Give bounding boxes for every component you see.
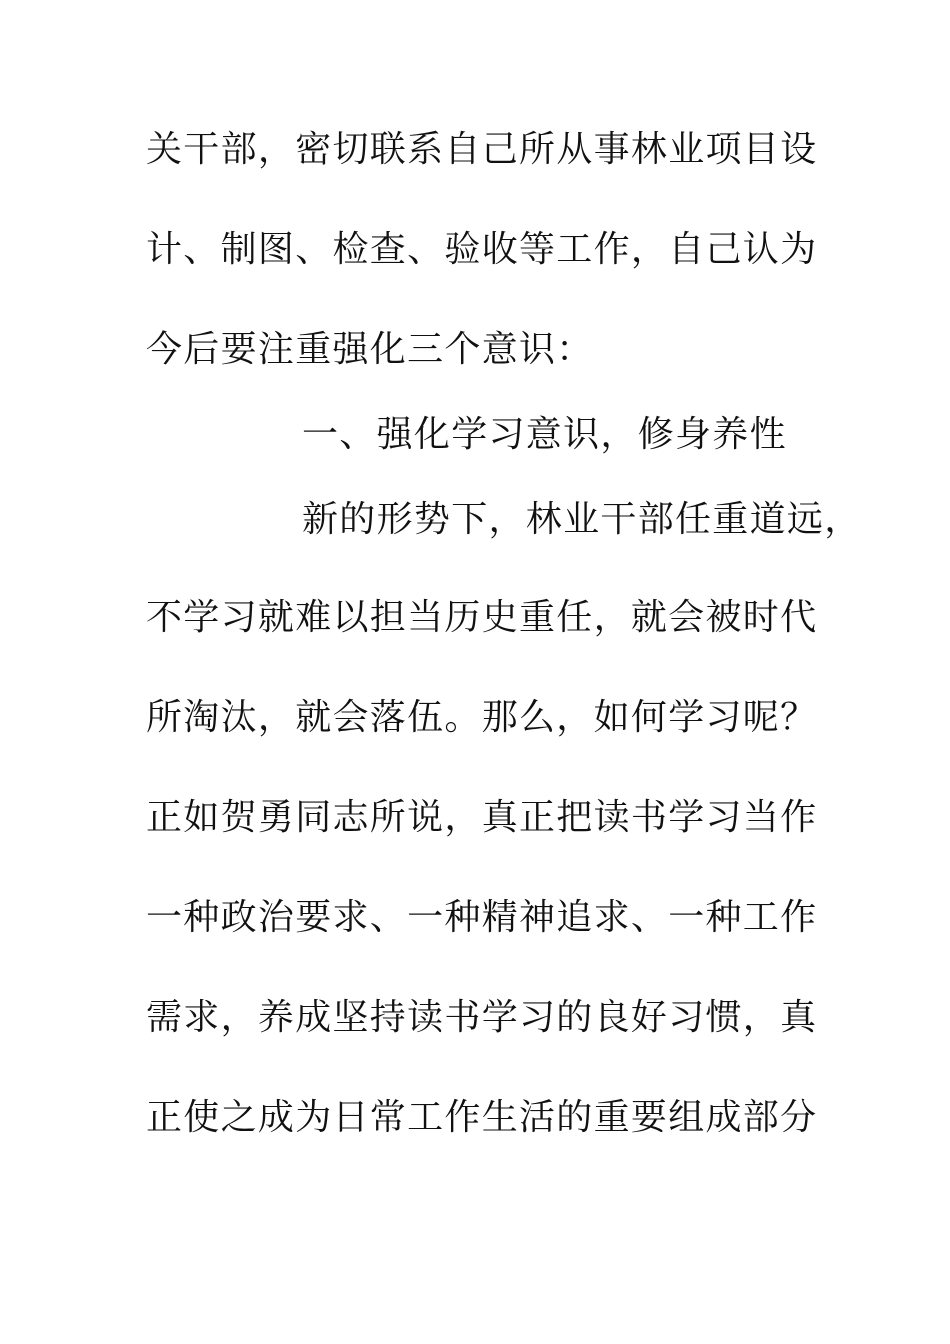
body-text-line: 所淘汰，就会落伍。那么，如何学习呢？ (146, 697, 818, 738)
body-text-line: 关干部，密切联系自己所从事林业项目设 (146, 129, 818, 170)
body-text-line: 计、制图、检查、验收等工作，自己认为 (146, 229, 818, 270)
paragraph-first-line: 新的形势下，林业干部任重道远， (302, 499, 862, 540)
body-text-line: 正如贺勇同志所说，真正把读书学习当作 (146, 797, 818, 838)
body-text-line: 需求，养成坚持读书学习的良好习惯，真 (146, 997, 818, 1038)
body-text-line: 今后要注重强化三个意识： (146, 329, 594, 370)
section-heading: 一、强化学习意识，修身养性 (302, 414, 787, 455)
body-text-line: 一种政治要求、一种精神追求、一种工作 (146, 897, 818, 938)
body-text-line: 不学习就难以担当历史重任，就会被时代 (146, 597, 818, 638)
body-text-line: 正使之成为日常工作生活的重要组成部分 (146, 1097, 818, 1138)
